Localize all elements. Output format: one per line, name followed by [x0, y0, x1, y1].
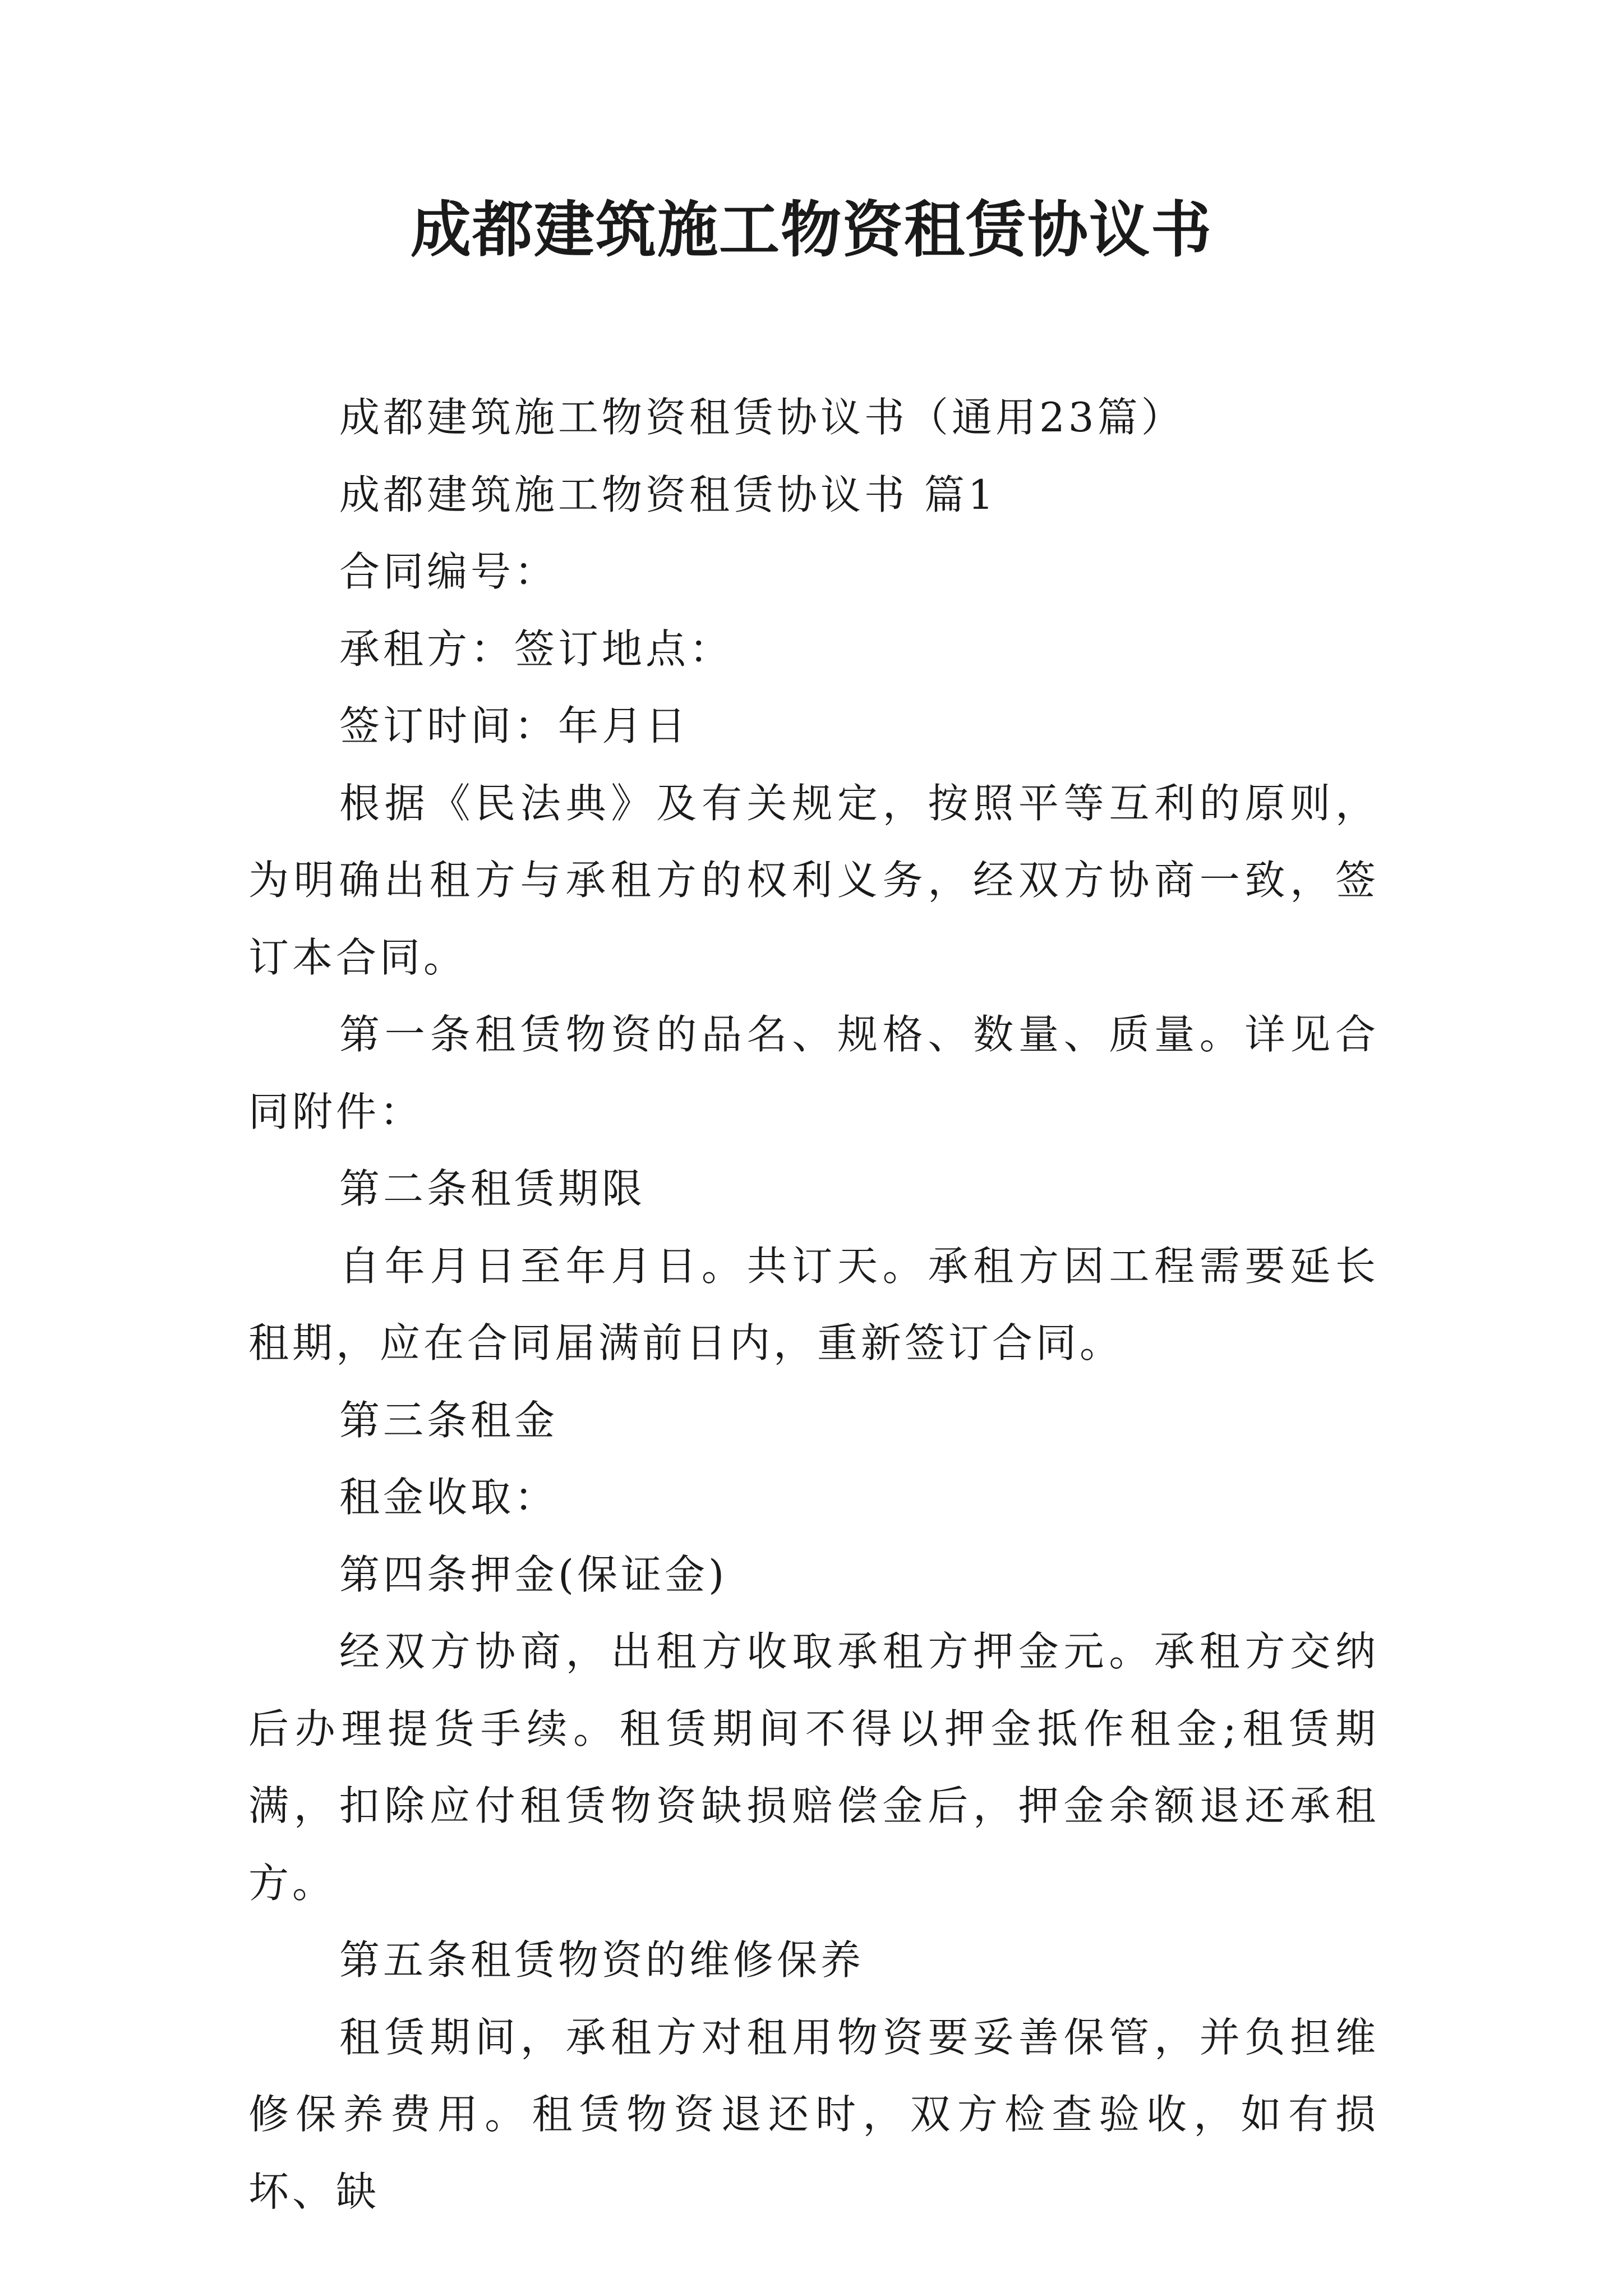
- paragraph-article-5-heading: 第五条租赁物资的维修保养: [339, 1936, 865, 1984]
- paragraph-article-3-body: 租金收取：: [339, 1474, 559, 1521]
- paragraph-article-1: 第一条租赁物资的品名、规格、数量、质量。详见合同附件：: [248, 1011, 1379, 1135]
- paragraph-lessee-location: 承租方：签订地点：: [339, 625, 734, 673]
- paragraph-section-heading: 成都建筑施工物资租赁协议书 篇1: [339, 471, 997, 518]
- paragraph-collection-title: 成都建筑施工物资租赁协议书（通用23篇）: [339, 394, 1185, 441]
- paragraph-article-4-heading: 第四条押金(保证金): [339, 1550, 728, 1598]
- paragraph-article-3-heading: 第三条租金: [339, 1396, 559, 1444]
- paragraph-signing-date: 签订时间：年月日: [339, 702, 690, 749]
- paragraph-article-2-body: 自年月日至年月日。共订天。承租方因工程需要延长租期，应在合同届满前日内，重新签订合同。: [248, 1242, 1379, 1366]
- document-body: [248, 379, 1379, 2230]
- paragraph-article-2-heading: 第二条租赁期限: [339, 1165, 646, 1212]
- paragraph-article-5-body: 租赁期间，承租方对租用物资要妥善保管，并负担维修保养费用。租赁物资退还时，双方检查验收，如有损坏、缺: [248, 2013, 1379, 2215]
- paragraph-contract-number: 合同编号：: [339, 548, 559, 595]
- paragraph-preamble: 根据《民法典》及有关规定，按照平等互利的原则，为明确出租方与承租方的权利义务，经双方协商一致，签订本合同。: [248, 779, 1379, 981]
- paragraph-article-4-body: 经双方协商，出租方收取承租方押金元。承租方交纳后办理提货手续。租赁期间不得以押金抵作租金;租赁期满，扣除应付租赁物资缺损赔偿金后，押金余额退还承租方。: [248, 1628, 1379, 1907]
- document-title: 成都建筑施工物资租赁协议书: [410, 195, 1212, 265]
